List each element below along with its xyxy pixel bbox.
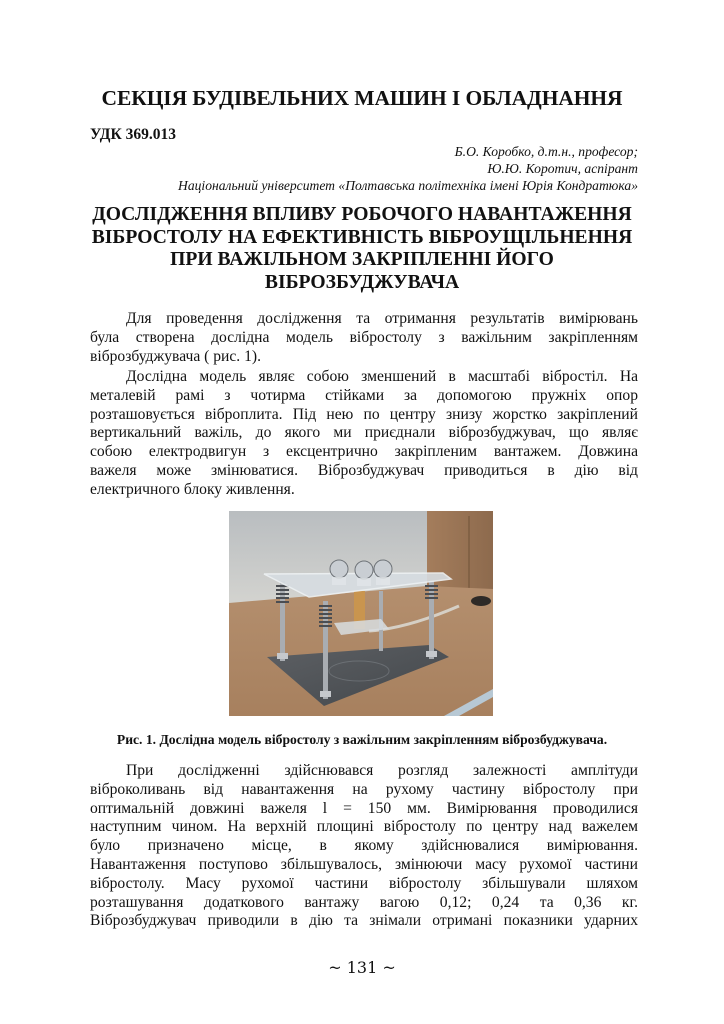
- affiliation: Національний університет «Полтавська політехніка імені Юрія Кондратюка»: [178, 178, 638, 193]
- figure-photo: [229, 511, 493, 716]
- article-title-line: ДОСЛІДЖЕННЯ ВПЛИВУ РОБОЧОГО НАВАНТАЖЕННЯ: [92, 204, 632, 225]
- author-1: Б.О. Коробко, д.т.н., професор;: [454, 144, 638, 159]
- text-line: наступним чином. На верхній площині вібростолу по центру над важелем: [90, 818, 638, 836]
- text-line: була створена дослідна модель вібростолу з важільним закріпленням: [90, 328, 638, 346]
- text-line: Для проведення дослідження та отримання результатів вимірювань: [126, 310, 638, 327]
- vibrating-table-photo: [229, 511, 493, 716]
- text-line: розташування додаткового вантажу вагою 0,12; 0,24 та 0,36 кг.: [90, 893, 638, 911]
- article-title-line: ВІБРОЗБУДЖУВАЧА: [264, 271, 460, 293]
- text-line: оптимальній довжині важеля l = 150 мм. Вимірювання проводилися: [90, 799, 638, 817]
- text-line: Дослідна модель являє собою зменшений в масштабі вібростіл. На: [126, 368, 638, 385]
- text-line: віброзбуджувача ( рис. 1).: [90, 347, 261, 365]
- text-line: Віброзбуджувач приводили в дію та знімали отримані показники ударних: [90, 912, 638, 930]
- udk-code: УДК 369.013: [90, 126, 176, 143]
- paragraph-2: [90, 368, 638, 500]
- text-line: металевій рамі з чотирма стійками за допомогою пружніх опор: [90, 386, 638, 404]
- text-line: було призначено місце, в якому здійснювалися вимірювання.: [90, 837, 638, 855]
- paragraph-1: [90, 310, 638, 366]
- text-line: електричного блоку живлення.: [90, 480, 295, 498]
- text-line: собою електродвигун з ексцентрично закріпленим вантажем. Довжина: [90, 443, 638, 461]
- text-line: віброколивань від навантаження на рухому частину вібростолу при: [90, 780, 638, 798]
- author-2: Ю.Ю. Коротич, аспірант: [487, 161, 638, 176]
- section-title: СЕКЦІЯ БУДІВЕЛЬНИХ МАШИН І ОБЛАДНАННЯ: [101, 86, 623, 110]
- text-line: Навантаження поступово збільшувалось, змінюючи масу рухомої частини: [90, 855, 638, 873]
- article-title: [80, 204, 644, 294]
- page-number: ~ 131 ~: [328, 958, 396, 977]
- text-line: вібростолу. Масу рухомої частини вібростолу збільшували шляхом: [90, 874, 638, 892]
- text-line: вертикальний важіль, до якого ми приєднали віброзбуджувач, що являє: [90, 424, 638, 442]
- article-title-line: ПРИ ВАЖІЛЬНОМ ЗАКРІПЛЕННІ ЙОГО: [170, 249, 554, 270]
- article-title-line: ВІБРОСТОЛУ НА ЕФЕКТИВНІСТЬ ВІБРОУЩІЛЬНЕННЯ: [91, 226, 633, 248]
- text-line: При дослідженні здійснювався розгляд залежності амплітуди: [126, 762, 638, 779]
- text-line: важеля може змінюватися. Віброзбуджувач приводиться в дію від: [90, 461, 638, 479]
- text-line: розташовується віброплита. Під нею по центру знизу жорстко закріплений: [90, 405, 638, 423]
- paragraph-3: [90, 762, 638, 931]
- figure-caption: Рис. 1. Дослідна модель вібростолу з важільним закріпленням віброзбуджувача.: [116, 732, 608, 747]
